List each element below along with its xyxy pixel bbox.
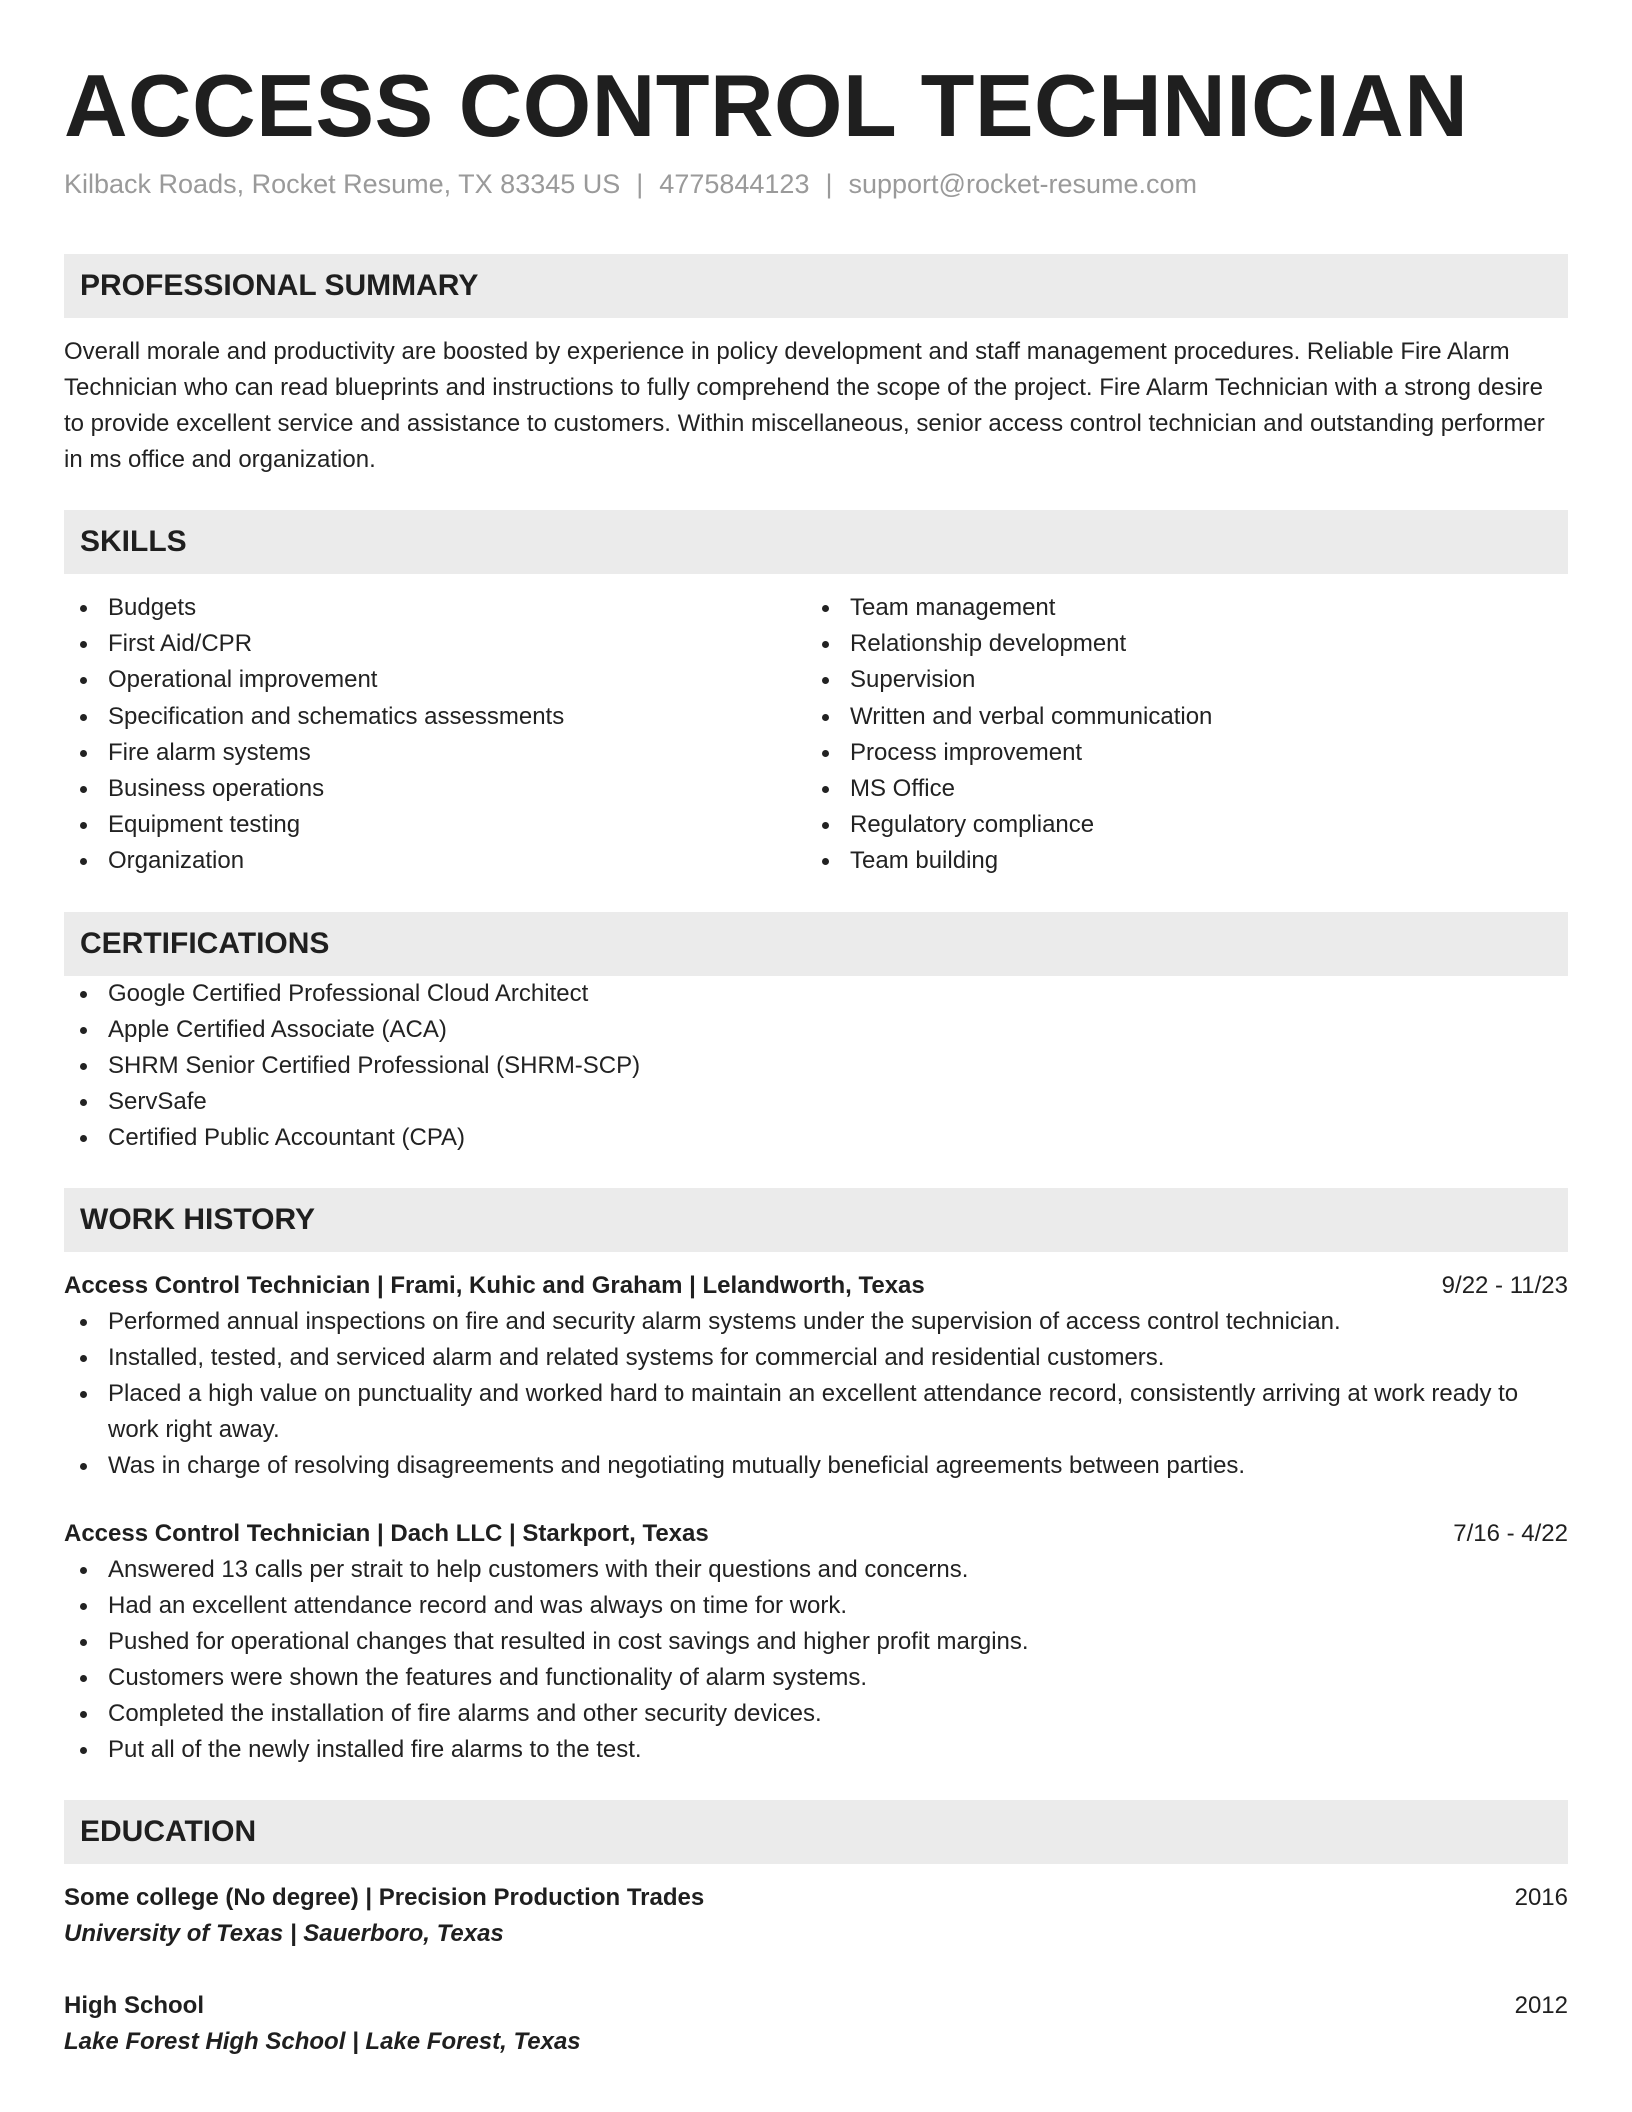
skill-item: Supervision [806,662,1548,698]
job-dates: 7/16 - 4/22 [1453,1519,1568,1547]
skill-item: Written and verbal communication [806,699,1548,735]
job-duties [64,1304,1568,1484]
job-header [64,1268,1568,1304]
skill-item: Business operations [64,771,806,807]
certification-item: Google Certified Professional Cloud Architect [64,976,1568,1012]
job-duty: Completed the installation of fire alarms and other security devices. [64,1696,1568,1732]
education-degree: High School [64,1991,204,2019]
skill-item: MS Office [806,771,1548,807]
contact-line [64,166,1568,202]
skill-item: Regulatory compliance [806,807,1548,843]
skills-column-right [806,590,1548,880]
education-entry [64,1988,1568,2060]
job-header [64,1516,1568,1552]
resume-page [64,0,1568,2060]
skill-item: Process improvement [806,735,1548,771]
skill-item: Budgets [64,590,806,626]
certification-item: Certified Public Accountant (CPA) [64,1120,1568,1156]
skills-section [64,510,1568,880]
section-heading-education: EDUCATION [64,1800,1568,1864]
job-duty: Pushed for operational changes that resulted in cost savings and higher profit margins. [64,1624,1568,1660]
education-degree: Some college (No degree) | Precision Production Trades [64,1883,705,1911]
job-duty: Answered 13 calls per strait to help customers with their questions and concerns. [64,1552,1568,1588]
contact-separator: | [825,169,833,199]
skill-item: Relationship development [806,626,1548,662]
skill-item: Team building [806,843,1548,879]
job-duties [64,1552,1568,1768]
education-year: 2012 [1514,1991,1568,2019]
certifications-list [64,976,1568,1156]
candidate-name: ACCESS CONTROL TECHNICIAN [64,56,1469,155]
job-duty: Installed, tested, and serviced alarm and related systems for commercial and residential customers. [64,1340,1568,1376]
skill-item: Specification and schematics assessments [64,699,806,735]
job-entry [64,1268,1568,1484]
job-duty: Had an excellent attendance record and was always on time for work. [64,1588,1568,1624]
education-school: Lake Forest High School | Lake Forest, Texas [64,2027,581,2055]
section-heading-summary: PROFESSIONAL SUMMARY [64,254,1568,318]
contact-separator: | [636,169,644,199]
section-heading-certifications: CERTIFICATIONS [64,912,1568,976]
skills-columns [64,590,1568,880]
education-section [64,1800,1568,2060]
certification-item: ServSafe [64,1084,1568,1120]
work-history-section [64,1188,1568,1768]
contact-address: Kilback Roads, Rocket Resume, TX 83345 US [64,169,621,199]
job-duty: Put all of the newly installed fire alarms to the test. [64,1732,1568,1768]
skills-column-left [64,590,806,880]
job-duty: Was in charge of resolving disagreements and negotiating mutually beneficial agreements between parties. [64,1448,1568,1484]
job-entry [64,1516,1568,1768]
education-school: University of Texas | Sauerboro, Texas [64,1919,504,1947]
job-duty: Placed a high value on punctuality and worked hard to maintain an excellent attendance record, consistently arriving at work ready to work right away. [64,1376,1568,1448]
certification-item: SHRM Senior Certified Professional (SHRM-SCP) [64,1048,1568,1084]
education-header [64,1880,1568,1916]
job-duty: Performed annual inspections on fire and security alarm systems under the supervision of access control technician. [64,1304,1568,1340]
contact-phone: 4775844123 [659,169,810,199]
skill-item: First Aid/CPR [64,626,806,662]
skill-item: Fire alarm systems [64,735,806,771]
job-dates: 9/22 - 11/23 [1441,1271,1568,1299]
skill-item: Team management [806,590,1548,626]
education-year: 2016 [1514,1883,1568,1911]
job-title: Access Control Technician | Dach LLC | Starkport, Texas [64,1519,709,1547]
education-entry [64,1880,1568,1952]
job-title: Access Control Technician | Frami, Kuhic and Graham | Lelandworth, Texas [64,1271,925,1299]
job-duty: Customers were shown the features and functionality of alarm systems. [64,1660,1568,1696]
skill-item: Operational improvement [64,662,806,698]
summary-text: Overall morale and productivity are boosted by experience in policy development and staff management procedures. Reliable Fire Alarm Technician who can read blueprints and instructions to fully comprehend the scope of the project. Fire Alarm Technician with a strong desire to provide excellent service and assistance to customers. Within miscellaneous, senior access control technician and outstanding performer in ms office and organization. [64,338,1545,473]
contact-email: support@rocket-resume.com [848,169,1198,199]
skill-item: Organization [64,843,806,879]
certification-item: Apple Certified Associate (ACA) [64,1012,1568,1048]
education-header [64,1988,1568,2024]
skill-item: Equipment testing [64,807,806,843]
section-heading-work-history: WORK HISTORY [64,1188,1568,1252]
certifications-section [64,912,1568,1156]
section-heading-skills: SKILLS [64,510,1568,574]
